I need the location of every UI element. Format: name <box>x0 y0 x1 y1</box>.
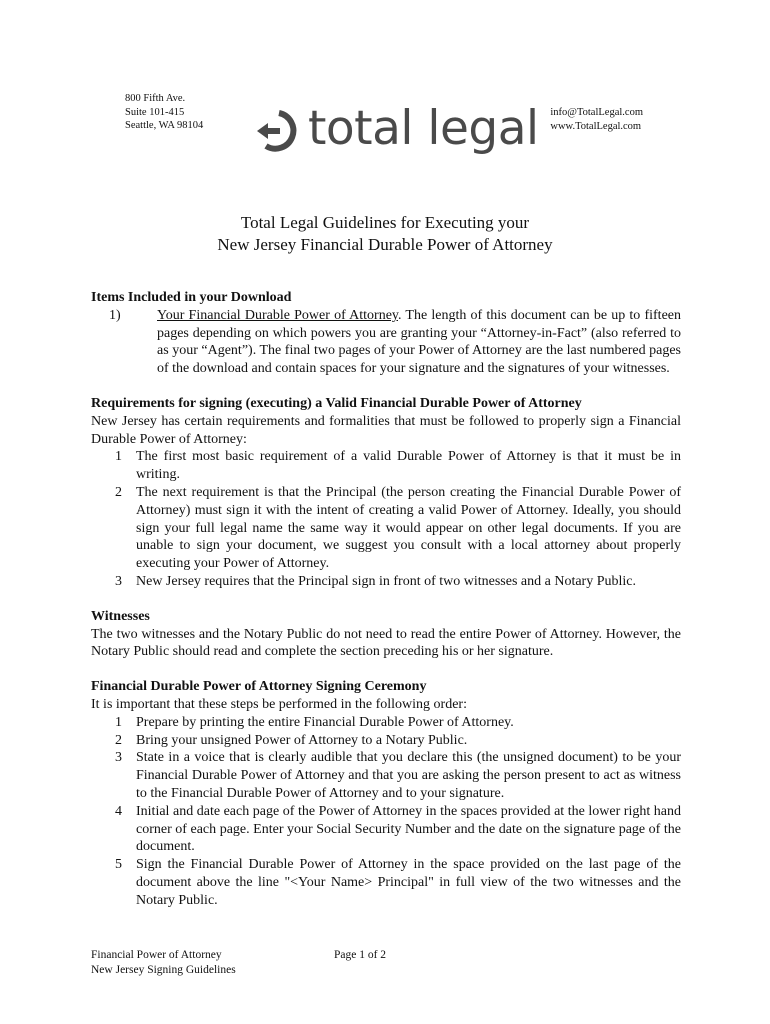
list-text: The first most basic requirement of a valid Durable Power of Attorney is that it must be in writing. <box>136 449 681 483</box>
items-section <box>91 289 681 378</box>
list-number: 3 <box>115 573 122 589</box>
list-item <box>91 856 681 909</box>
document-title <box>0 212 770 256</box>
company-contact <box>550 106 643 133</box>
requirements-heading: Requirements for signing (executing) a Valid Financial Durable Power of Attorney <box>91 395 582 411</box>
contact-website: www.TotalLegal.com <box>550 120 642 132</box>
list-number: 1 <box>115 714 122 730</box>
list-number: 2 <box>115 732 122 748</box>
list-number: 5 <box>115 857 122 873</box>
witnesses-text: The two witnesses and the Notary Public do not need to read the entire Power of Attorney. However, the Notary Public should read and complete the section preceding his or her signature. <box>91 626 681 660</box>
list-item <box>91 803 681 856</box>
list-number: 1 <box>115 449 122 465</box>
list-text: Prepare by printing the entire Financial Durable Power of Attorney. <box>136 714 514 730</box>
requirements-section <box>91 395 681 591</box>
list-item <box>91 484 681 573</box>
list-number: 2 <box>115 484 122 500</box>
requirements-intro: New Jersey has certain requirements and formalities that must be followed to properly sign a Financial Durable Power of Attorney: <box>91 413 681 447</box>
list-text: Sign the Financial Durable Power of Attorney in the space provided on the last page of the document above the line "<Your Name> Principal" in full view of the two witnesses and the Notary Public. <box>136 857 681 908</box>
witnesses-section <box>91 608 681 661</box>
list-number: 1) <box>109 307 121 323</box>
list-item <box>91 448 681 484</box>
document-link-text: Your Financial Durable Power of Attorney <box>157 307 398 323</box>
list-item <box>91 749 681 802</box>
logo-mark-icon <box>254 108 300 154</box>
title-line-2: New Jersey Financial Durable Power of Attorney <box>217 235 553 254</box>
list-text <box>157 307 681 378</box>
list-text: New Jersey requires that the Principal sign in front of two witnesses and a Notary Public. <box>136 573 637 589</box>
address-line-3: Seattle, WA 98104 <box>125 120 204 131</box>
address-line-1: 800 Fifth Ave. <box>125 93 186 104</box>
logo-text: total legal <box>308 100 539 156</box>
list-item <box>91 714 681 732</box>
ceremony-heading: Financial Durable Power of Attorney Signing Ceremony <box>91 679 427 695</box>
list-text: The next requirement is that the Principal (the person creating the Financial Durable Power of Attorney) must sign it with the intent of creating a valid Power of Attorney. Ideally, you should sign your full legal name the same way it would appear on other legal documents. If you are unable to sign your document, we suggest you consult with a local attorney about properly executing your Power of Attorney. <box>136 484 681 572</box>
witnesses-heading: Witnesses <box>91 608 150 624</box>
list-item <box>91 732 681 750</box>
list-text: State in a voice that is clearly audible that you declare this (the unsigned document) to be your Financial Durable Power of Attorney and that you are asking the person present to act as witness to the Financial Durable Power of Attorney and to your signature. <box>136 750 681 801</box>
address-line-2: Suite 101-415 <box>125 106 185 118</box>
ceremony-section <box>91 678 681 909</box>
ceremony-intro: It is important that these steps be performed in the following order: <box>91 696 467 712</box>
footer-line-2: New Jersey Signing Guidelines <box>91 964 236 976</box>
list-number: 4 <box>115 803 122 819</box>
items-heading: Items Included in your Download <box>91 290 292 305</box>
list-item <box>91 573 681 591</box>
company-address <box>125 92 203 133</box>
document-body <box>91 289 681 927</box>
page-number: Page 1 of 2 <box>334 949 387 961</box>
list-item <box>91 307 681 378</box>
list-text: Initial and date each page of the Power of Attorney in the spaces provided at the lower right hand corner of each page. Enter your Social Security Number and the date on the signature page of the document. <box>136 803 681 855</box>
footer-line-1: Financial Power of Attorney <box>91 949 222 961</box>
contact-email: info@TotalLegal.com <box>550 107 643 118</box>
footer-document-name <box>91 948 236 978</box>
title-line-1: Total Legal Guidelines for Executing your <box>240 213 530 232</box>
item-description: . The length of this document can be up to fifteen pages depending on which powers you are granting your “Attorney-in-Fact” (also referred to as your “Agent”). The final two pages of your Power of Attorney are the last numbered pages of the download and contain spaces for your signature and the signatures of your witnesses. <box>157 307 681 377</box>
list-number: 3 <box>115 750 122 766</box>
total-legal-logo <box>254 100 539 156</box>
list-text: Bring your unsigned Power of Attorney to a Notary Public. <box>136 732 468 748</box>
